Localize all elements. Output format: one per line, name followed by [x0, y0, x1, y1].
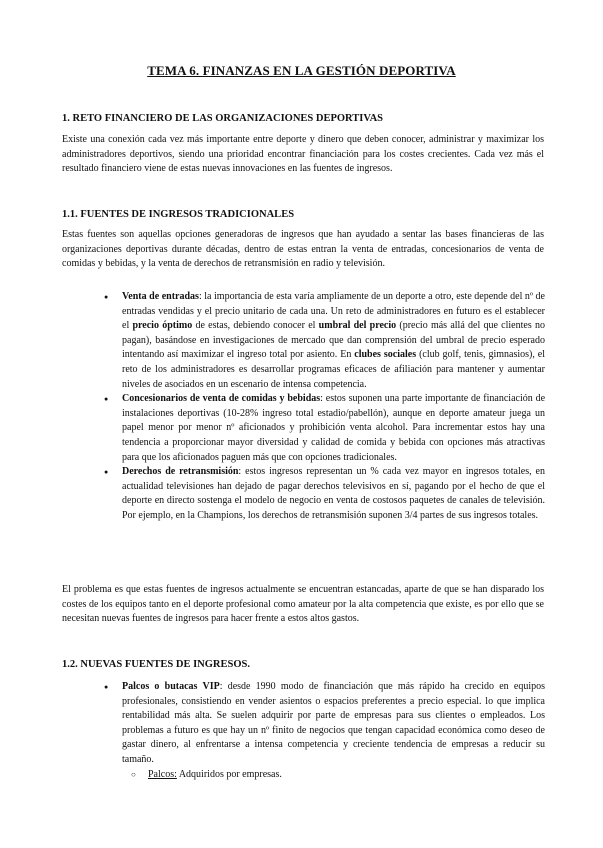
vip-boxes-text: : desde 1990 modo de financiación que más rápido ha crecido en equipos profesionales, consistiendo en vender asientos o espacios preferentes a precio especial. lo que implica rentabilidad más alta. Se suelen adquirir por parte de empresas para sus clientes o empleados. Los problemas a futuro es que hay un nº finito de negocios que tengan capacidad económica como deseo de gastar dinero, al enfrentarse a intensa competencia y creciente tendencia de empresas a reducir su tamaño.	[122, 681, 546, 765]
ticket-sales-lead: Venta de entradas	[122, 291, 199, 302]
broadcast-rights-lead: Derechos de retransmisión	[122, 466, 239, 478]
optimal-price-term: precio óptimo	[132, 320, 193, 332]
ticket-sales-text-2: de estas, debiendo conocer el	[192, 320, 319, 332]
document-title: TEMA 6. FINANZAS EN LA GESTIÓN DEPORTIVA	[147, 63, 456, 78]
ticket-sales-text-1: : la importancia de esta varía ampliamente de un deporte a otro, este depende del nº de entradas vendidas y el precio unitario de cada una. Un reto de administradores en futuro es el establecer el	[122, 291, 545, 332]
price-threshold-term: umbral del precio	[318, 320, 397, 332]
list-item-concessions	[122, 392, 545, 465]
section-1-1-outro: El problema es que estas fuentes de ingresos actualmente se encuentran estancadas, aparte de que se han disparado los costes de los equipos tanto en el deporte profesional como amateur por la alta competencia que existe, es por ello que se necesitan nuevas fuentes de ingresos para hacer frente a estos altos gastos.	[62, 584, 544, 625]
list-item-ticket-sales	[122, 290, 545, 392]
list-item-broadcast-rights	[122, 465, 545, 523]
social-clubs-term: clubes sociales	[354, 349, 417, 361]
ticket-sales-text-4: (club golf, tenis, gimnasios), el reto de los administradores es desarrollar programas eficaces de afiliación para mantener y aumentar niveles de asociados en un escenario de intensa competencia.	[122, 349, 545, 390]
section-1-heading: 1. RETO FINANCIERO DE LAS ORGANIZACIONES DEPORTIVAS	[62, 113, 384, 124]
list-item-vip-boxes	[122, 680, 545, 768]
section-1-1-heading: 1.1. FUENTES DE INGRESOS TRADICIONALES	[62, 209, 295, 220]
boxes-lead: Palcos:	[148, 769, 177, 780]
broadcast-rights-text: : estos ingresos representan un % cada vez mayor en ingresos totales, en actualidad televisiones han dejado de pagar derechos televisivos en sí, pagando por el hecho de que el deporte en directo sostenga el modelo de negocio en venta de costosos paquetes de canales de televisión. Por ejemplo, en la Champions, los derechos de retransmisión suponen 3/4 partes de sus ingresos totales.	[122, 466, 545, 521]
section-1-2-heading: 1.2. NUEVAS FUENTES DE INGRESOS.	[62, 659, 250, 670]
ticket-sales-text-3: (precio más allá del que clientes no pagan), basándose en investigaciones de mercado que dan comprensión del umbral de precio esperado intentando así maximizar el ingreso total por asiento. En	[122, 320, 545, 361]
vip-boxes-lead: Palcos o butacas VIP	[122, 681, 220, 692]
section-1-paragraph: Existe una conexión cada vez más importante entre deporte y dinero que deben conocer, administrar y maximizar los administradores deportivos, siendo una prioridad encontrar financiación para los costes crecientes. Cada vez más el resultado financiero viene de estas nuevas innovaciones en las fuentes de ingresos.	[62, 134, 544, 175]
section-1-1-intro: Estas fuentes son aquellas opciones generadoras de ingresos que han ayudado a sentar las bases financieras de las organizaciones deportivas durante décadas, dentro de estas entran la venta de entradas, concesionarios de venta de comidas y bebidas, y la venta de derechos de retransmisión en radio y televisión.	[62, 229, 544, 270]
traditional-income-list	[122, 290, 545, 524]
concessions-lead: Concesionarios de venta de comidas y bebidas	[122, 393, 321, 405]
sub-item-boxes	[148, 768, 282, 783]
new-income-list	[122, 680, 545, 768]
boxes-text: Adquiridos por empresas.	[176, 769, 282, 780]
concessions-text: : estos suponen una parte importante de financiación de instalaciones deportivas (10-28% ingreso total estadio/pabellón), aunque en deporte amateur juega un papel menor por menor nº aficionados y prohibición venta alcohol. Para incrementar estos hay una tendencia a proporcionar mayor diversidad y calidad de comida y bebida con opciones más atractivas para que los aficionados paguen más que con opciones tradicionales.	[122, 393, 546, 463]
